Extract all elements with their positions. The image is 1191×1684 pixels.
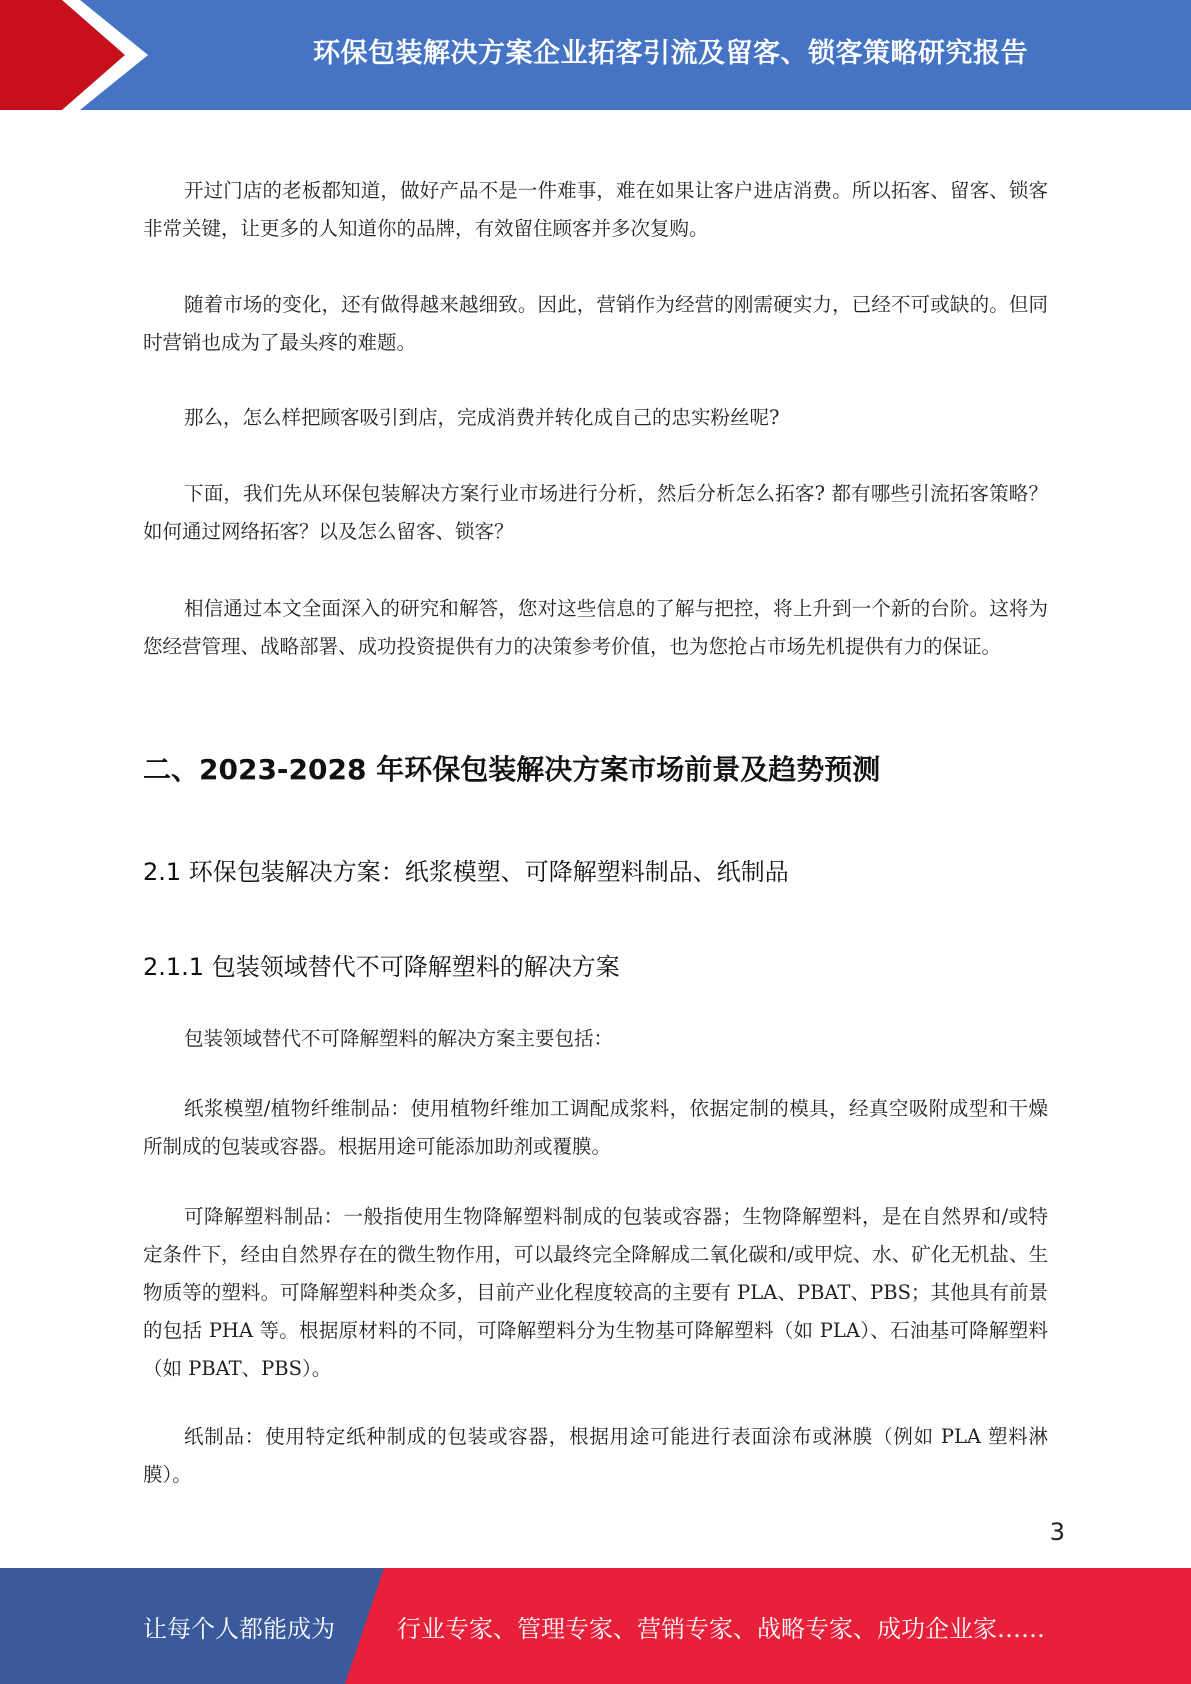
intro-paragraph: 相信通过本文全面深入的研究和解答，您对这些信息的了解与把控，将上升到一个新的台阶。这将为您经营管理、战略部署、成功投资提供有力的决策参考价值，也为您抢占市场先机提供有力的保证。 [143, 597, 1048, 658]
footer-slogan-right: 行业专家、管理专家、营销专家、战略专家、成功企业家…… [397, 1614, 1045, 1643]
body-paragraph: 纸浆模塑/植物纤维制品：使用植物纤维加工调配成浆料，依据定制的模具，经真空吸附成型和干燥所制成的包装或容器。根据用途可能添加助剂或覆膜。 [143, 1097, 1048, 1158]
intro-paragraph: 开过门店的老板都知道，做好产品不是一件难事，难在如果让客户进店消费。所以拓客、留客、锁客非常关键，让更多的人知道你的品牌，有效留住顾客并多次复购。 [143, 179, 1048, 240]
body-paragraph: 纸制品：使用特定纸种制成的包装或容器，根据用途可能进行表面涂布或淋膜（例如 PLA 塑料淋膜）。 [143, 1425, 1048, 1486]
body-paragraph: 包装领域替代不可降解塑料的解决方案主要包括： [184, 1027, 614, 1050]
subsection-heading: 2.1 环保包装解决方案：纸浆模塑、可降解塑料制品、纸制品 [143, 858, 789, 886]
subsubsection-heading: 2.1.1 包装领域替代不可降解塑料的解决方案 [143, 953, 620, 981]
body-paragraph: 可降解塑料制品：一般指使用生物降解塑料制成的包装或容器；生物降解塑料，是在自然界和/或特定条件下，经由自然界存在的微生物作用，可以最终完全降解成二氧化碳和/或甲烷、水、矿化无机盐、生物质等的塑料。可降解塑料种类众多，目前产业化程度较高的主要有 PLA、PBAT、PBS；其他具有前景的包括 PHA 等。根据原材料的不同，可降解塑料分为生物基可降解塑料（如 PLA）、石油基可降解塑料（如 PBAT、PBS）。 [143, 1205, 1048, 1380]
page-number: 3 [1049, 1518, 1065, 1546]
intro-paragraph: 那么，怎么样把顾客吸引到店，完成消费并转化成自己的忠实粉丝呢? [184, 406, 780, 429]
report-title: 环保包装解决方案企业拓客引流及留客、锁客策略研究报告 [313, 37, 1028, 69]
intro-paragraph: 随着市场的变化，还有做得越来越细致。因此，营销作为经营的刚需硬实力，已经不可或缺的。但同时营销也成为了最头疼的难题。 [143, 293, 1048, 354]
section-heading: 二、2023-2028 年环保包装解决方案市场前景及趋势预测 [143, 753, 881, 786]
intro-paragraph: 下面，我们先从环保包装解决方案行业市场进行分析，然后分析怎么拓客? 都有哪些引流拓客策略？如何通过网络拓客？以及怎么留客、锁客？ [143, 482, 1048, 543]
footer-band [0, 1568, 1191, 1684]
footer-slogan-left: 让每个人都能成为 [143, 1614, 335, 1643]
header-band [0, 0, 1191, 110]
header-arrow-decoration [0, 0, 160, 110]
